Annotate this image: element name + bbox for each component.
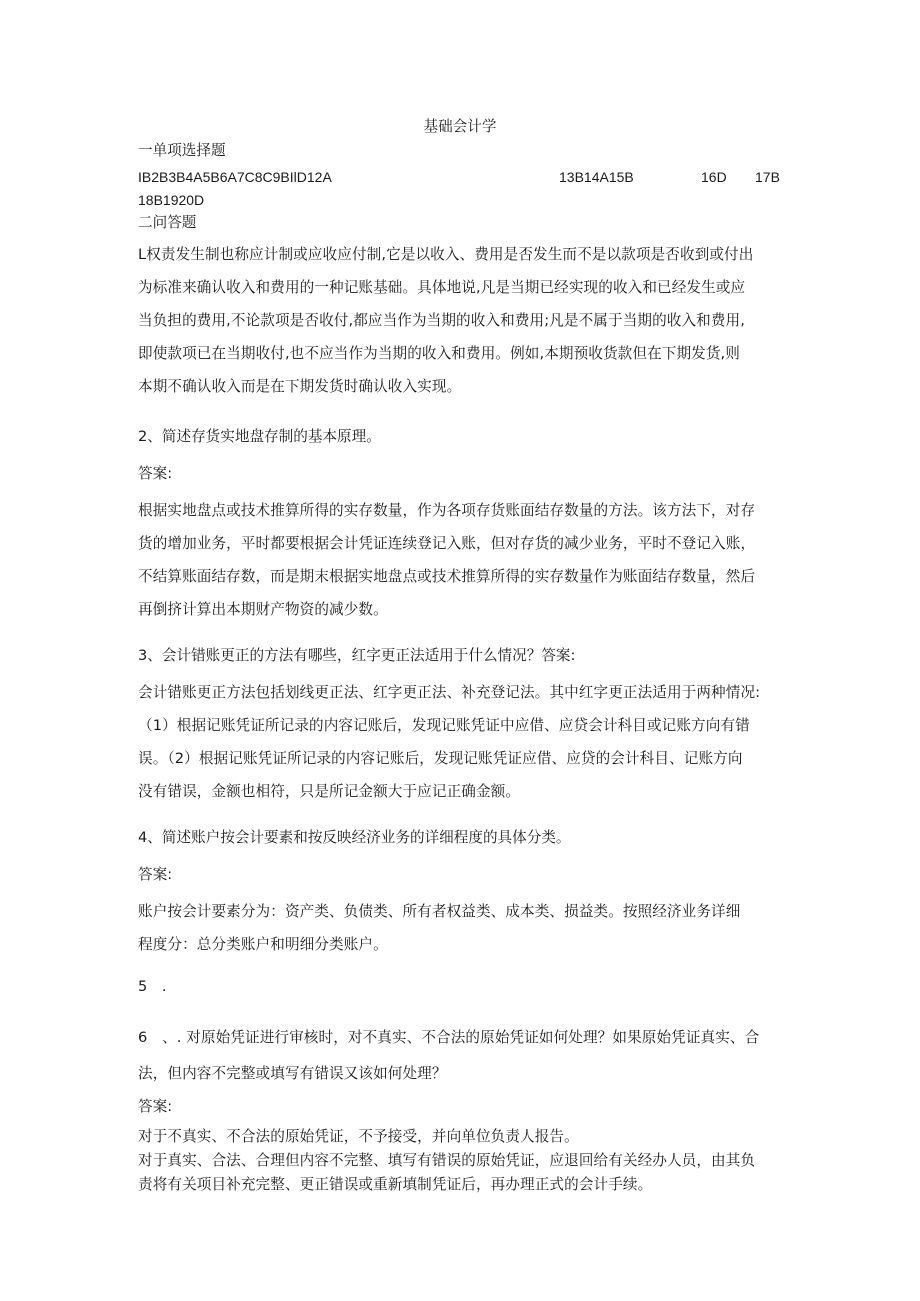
q6-line: 对于真实、合法、合理但内容不完整、填写有错误的原始凭证，应退回给有关经办人员，由其负 xyxy=(138,1152,756,1169)
q6-question xyxy=(138,1019,788,1090)
answers-row1-part4: 17B xyxy=(755,169,780,185)
q3-answer xyxy=(138,676,788,808)
q6-answer xyxy=(138,1125,788,1197)
q3-line: （1）根据记账凭证所记录的内容记账后，发现记账凭证中应借、应贷会计科目或记账方向有错 xyxy=(138,717,750,734)
q2-line: 根据实地盘点或技术推算所得的实存数量，作为各项存货账面结存数量的方法。该方法下，对存 xyxy=(138,502,756,519)
section2-heading: 二问答题 xyxy=(138,214,197,231)
q4-line: 账户按会计要素分为：资产类、负债类、所有者权益类、成本类、损益类。按照经济业务详细 xyxy=(138,903,741,920)
answers-row2: 18B1920D xyxy=(138,192,205,208)
q4-line: 程度分：总分类账户和明细分类账户。 xyxy=(138,936,388,953)
answers-row1-part2: 13B14A15B xyxy=(559,169,634,185)
q4-question: 4、简述账户按会计要素和按反映经济业务的详细程度的具体分类。 xyxy=(138,829,571,846)
q6-line: 责将有关项目补充完整、更正错误或重新填制凭证后，再办理正式的会计手续。 xyxy=(138,1176,653,1193)
answers-row1-part3: 16D xyxy=(701,169,727,185)
q1-line: 当负担的费用,不论款项是否收付,都应当作为当期的收入和费用;凡是不属于当期的收入和费用, xyxy=(138,312,745,329)
q3-question: 3、会计错账更正的方法有哪些，红字更正法适用于什么情况？答案: xyxy=(138,647,576,664)
q2-answer xyxy=(138,494,788,626)
q6-line: 对于不真实、不合法的原始凭证，不予接受，并向单位负责人报告。 xyxy=(138,1128,579,1145)
q3-line: 会计错账更正方法包括划线更正法、红字更正法、补充登记法。其中红字更正法适用于两种情况: xyxy=(138,684,761,701)
q5-question: 5 . xyxy=(138,978,167,995)
q2-answer-label: 答案: xyxy=(138,465,173,482)
q1-answer xyxy=(138,238,788,403)
section1-heading: 一单项选择题 xyxy=(138,142,226,159)
q1-line: L权责发生制也称应计制或应收应付制,它是以收入、费用是否发生而不是以款项是否收到或付出 xyxy=(138,246,754,263)
q2-line: 再倒挤计算出本期财产物资的减少数。 xyxy=(138,601,388,618)
q4-answer xyxy=(138,895,788,961)
document-title: 基础会计学 xyxy=(423,118,497,135)
q1-line: 即使款项已在当期收付,也不应当作为当期的收入和费用。例如,本期预收货款但在下期发货,则 xyxy=(138,345,740,362)
q2-question: 2、简述存货实地盘存制的基本原理。 xyxy=(138,428,381,445)
q6-question-line: 6 、. 对原始凭证进行审核时，对不真实、不合法的原始凭证如何处理？如果原始凭证真实、合 xyxy=(138,1029,760,1046)
answers-row1-part1: IB2B3B4A5B6A7C8C9BIlD12A xyxy=(138,169,332,185)
q4-answer-label: 答案: xyxy=(138,866,173,883)
q2-line: 货的增加业务，平时都要根据会计凭证连续登记入账，但对存货的减少业务，平时不登记入账， xyxy=(138,535,756,552)
q2-line: 不结算账面结存数，而是期末根据实地盘点或技术推算所得的实存数量作为账面结存数量，然后 xyxy=(138,568,756,585)
q3-line: 误。（2）根据记账凭证所记录的内容记账后，发现记账凭证应借、应贷的会计科目、记账方向 xyxy=(138,750,743,767)
q6-answer-label: 答案: xyxy=(138,1098,173,1115)
q1-line: 为标准来确认收入和费用的一种记账基础。具体地说,凡是当期已经实现的收入和已经发生或应 xyxy=(138,279,746,296)
q6-question-line: 法，但内容不完整或填写有错误又该如何处理？ xyxy=(138,1065,447,1082)
q3-line: 没有错误，金额也相符，只是所记金额大于应记正确金额。 xyxy=(138,783,521,800)
q1-line: 本期不确认收入而是在下期发货时确认收入实现。 xyxy=(138,378,462,395)
